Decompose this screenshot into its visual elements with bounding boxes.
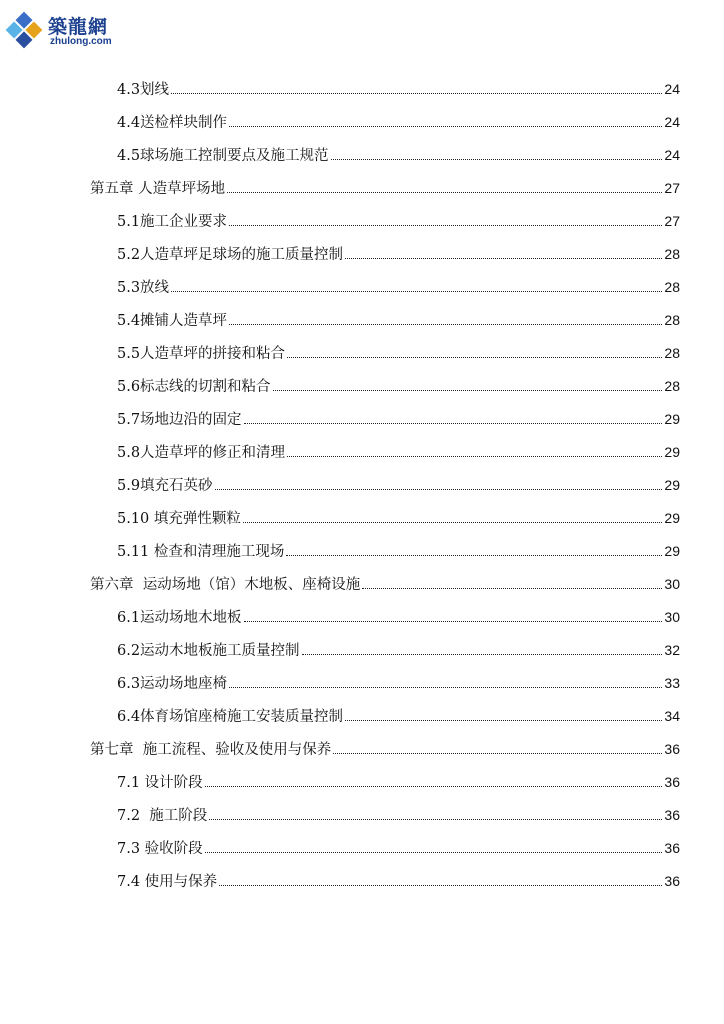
toc-entry-label: 第六章 运动场地（馆）木地板、座椅设施 (90, 577, 361, 593)
toc-entry-label: 4.4送检样块制作 (117, 115, 228, 131)
toc-chapter-entry[interactable] (90, 738, 680, 758)
toc-leader-dots (229, 687, 662, 688)
toc-leader-dots (171, 93, 662, 94)
toc-leader-dots (244, 621, 663, 622)
toc-section-entry[interactable] (117, 705, 680, 725)
toc-entry-page: 28 (664, 279, 680, 295)
toc-entry-page: 30 (664, 576, 680, 592)
toc-entry-label: 7.3 验收阶段 (117, 841, 203, 857)
toc-section-entry[interactable] (117, 441, 680, 461)
toc-leader-dots (205, 852, 663, 853)
toc-leader-dots (286, 555, 662, 556)
toc-entry-label: 5.11 检查和清理施工现场 (117, 544, 285, 560)
toc-chapter-entry[interactable] (90, 573, 680, 593)
toc-entry-page: 28 (664, 345, 680, 361)
toc-entry-page: 34 (664, 708, 680, 724)
toc-entry-label: 6.3运动场地座椅 (117, 676, 228, 692)
toc-section-entry[interactable] (117, 771, 680, 791)
toc-leader-dots (229, 225, 662, 226)
logo-text-en: zhulong.com (50, 36, 112, 47)
toc-entry-page: 29 (664, 543, 680, 559)
toc-leader-dots (302, 654, 663, 655)
toc-leader-dots (244, 423, 663, 424)
toc-leader-dots (345, 258, 662, 259)
toc-entry-page: 29 (664, 510, 680, 526)
toc-entry-label: 5.5人造草坪的拼接和粘合 (117, 346, 286, 362)
toc-leader-dots (215, 489, 663, 490)
toc-entry-label: 4.5球场施工控制要点及施工规范 (117, 148, 329, 164)
toc-entry-page: 33 (664, 675, 680, 691)
toc-section-entry[interactable] (117, 210, 680, 230)
toc-entry-page: 24 (664, 114, 680, 130)
toc-section-entry[interactable] (117, 375, 680, 395)
toc-leader-dots (362, 588, 662, 589)
toc-entry-label: 4.3划线 (117, 82, 170, 98)
toc-section-entry[interactable] (117, 870, 680, 890)
toc-section-entry[interactable] (117, 540, 680, 560)
toc-leader-dots (243, 522, 663, 523)
toc-entry-label: 5.3放线 (117, 280, 170, 296)
toc-entry-page: 36 (664, 873, 680, 889)
site-logo (4, 6, 134, 52)
toc-entry-page: 28 (664, 378, 680, 394)
toc-section-entry[interactable] (117, 804, 680, 824)
toc-section-entry[interactable] (117, 837, 680, 857)
toc-entry-label: 5.7场地边沿的固定 (117, 412, 242, 428)
toc-section-entry[interactable] (117, 639, 680, 659)
toc-leader-dots (287, 456, 662, 457)
toc-entry-label: 5.2人造草坪足球场的施工质量控制 (117, 247, 344, 263)
toc-entry-page: 28 (664, 246, 680, 262)
toc-entry-label: 第七章 施工流程、验收及使用与保养 (90, 742, 332, 758)
toc-entry-page: 36 (664, 807, 680, 823)
toc-leader-dots (287, 357, 662, 358)
toc-entry-label: 6.2运动木地板施工质量控制 (117, 643, 300, 659)
toc-section-entry[interactable] (117, 606, 680, 626)
toc-entry-page: 29 (664, 444, 680, 460)
toc-section-entry[interactable] (117, 111, 680, 131)
toc-entry-label: 5.4摊铺人造草坪 (117, 313, 228, 329)
toc-entry-label: 7.4 使用与保养 (117, 874, 218, 890)
logo-text-cn: 築龍網 (48, 16, 109, 38)
toc-entry-page: 36 (664, 840, 680, 856)
toc-entry-page: 36 (664, 741, 680, 757)
toc-section-entry[interactable] (117, 672, 680, 692)
toc-entry-page: 27 (664, 180, 680, 196)
toc-section-entry[interactable] (117, 408, 680, 428)
toc-leader-dots (229, 324, 662, 325)
toc-entry-label: 7.2 施工阶段 (117, 808, 208, 824)
toc-section-entry[interactable] (117, 78, 680, 98)
toc-leader-dots (205, 786, 663, 787)
toc-entry-page: 30 (664, 609, 680, 625)
toc-entry-page: 24 (664, 147, 680, 163)
toc-leader-dots (273, 390, 663, 391)
toc-leader-dots (333, 753, 662, 754)
toc-section-entry[interactable] (117, 507, 680, 527)
toc-entry-label: 5.6标志线的切割和粘合 (117, 379, 271, 395)
toc-section-entry[interactable] (117, 243, 680, 263)
toc-section-entry[interactable] (117, 474, 680, 494)
toc-entry-label: 6.4体育场馆座椅施工安装质量控制 (117, 709, 344, 725)
toc-entry-page: 27 (664, 213, 680, 229)
toc-entry-label: 第五章 人造草坪场地 (90, 181, 226, 197)
toc-section-entry[interactable] (117, 144, 680, 164)
toc-entry-label: 6.1运动场地木地板 (117, 610, 242, 626)
toc-leader-dots (345, 720, 662, 721)
toc-entry-label: 5.9填充石英砂 (117, 478, 213, 494)
toc-section-entry[interactable] (117, 276, 680, 296)
toc-entry-label: 5.10 填充弹性颗粒 (117, 511, 241, 527)
toc-entry-page: 29 (664, 477, 680, 493)
toc-leader-dots (227, 192, 662, 193)
toc-entry-page: 28 (664, 312, 680, 328)
toc-leader-dots (171, 291, 662, 292)
toc-entry-page: 24 (664, 81, 680, 97)
toc-entry-page: 36 (664, 774, 680, 790)
toc-leader-dots (331, 159, 663, 160)
toc-entry-page: 29 (664, 411, 680, 427)
toc-section-entry[interactable] (117, 309, 680, 329)
toc-entry-label: 7.1 设计阶段 (117, 775, 203, 791)
toc-chapter-entry[interactable] (90, 177, 680, 197)
toc-leader-dots (209, 819, 662, 820)
logo-diamond-icon (4, 10, 44, 50)
toc-entry-label: 5.8人造草坪的修正和清理 (117, 445, 286, 461)
toc-entry-label: 5.1施工企业要求 (117, 214, 228, 230)
toc-leader-dots (219, 885, 662, 886)
toc-entry-page: 32 (664, 642, 680, 658)
toc-section-entry[interactable] (117, 342, 680, 362)
toc-leader-dots (229, 126, 662, 127)
